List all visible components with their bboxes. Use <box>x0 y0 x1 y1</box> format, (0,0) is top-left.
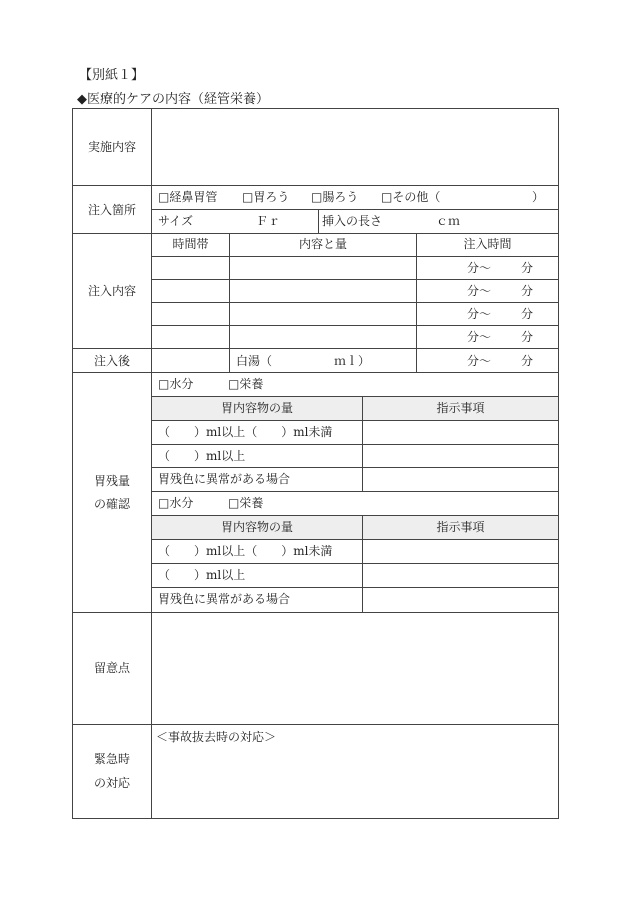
checkbox-nutrition-1[interactable]: □栄養 <box>228 377 264 391</box>
label-injection-site: 注入箇所 <box>87 203 136 217</box>
col-instructions-1: 指示事項 <box>436 401 485 415</box>
size-label: サイズ <box>158 214 194 228</box>
checkbox-nutrition-2[interactable]: □栄養 <box>228 496 264 510</box>
time-to-2: 分 <box>521 284 534 298</box>
table-border-right <box>558 108 559 819</box>
checkbox-water-1[interactable]: □水分 <box>158 377 194 391</box>
section-title: ◆医療的ケアの内容（経管栄養） <box>77 92 269 107</box>
table-border-top <box>72 108 559 109</box>
hot-water-ml-unit: ｍｌ） <box>334 354 371 368</box>
residual-abnormal-row-1: 胃残色に異常がある場合 <box>158 472 291 486</box>
checkbox-gastrostomy[interactable]: □胃ろう <box>242 190 290 204</box>
insertion-length-label: 挿入の長さ <box>322 214 383 228</box>
residual-abnormal-row-2: 胃残色に異常がある場合 <box>158 592 291 606</box>
time-from-2: 分～ <box>467 284 492 298</box>
label-injection-content: 注入内容 <box>87 284 136 298</box>
emergency-removal-note: ＜事故抜去時の対応＞ <box>156 730 277 744</box>
checkbox-other[interactable]: □その他（ <box>381 190 441 204</box>
label-emergency-line1: 緊急時 <box>93 752 130 766</box>
checkbox-water-2[interactable]: □水分 <box>158 496 194 510</box>
after-time-from: 分～ <box>467 354 492 368</box>
time-from-4: 分～ <box>467 330 492 344</box>
form-attachment-label: 【別紙１】 <box>79 68 145 83</box>
time-to-3: 分 <box>521 307 534 321</box>
other-close-paren: ） <box>532 190 545 204</box>
table-border-bottom <box>72 818 559 819</box>
label-residual-line1: 胃残量 <box>93 474 130 488</box>
label-emergency-line2: の対応 <box>93 776 130 790</box>
col-injection-time: 注入時間 <box>463 237 512 251</box>
insertion-length-unit: ｃｍ <box>436 214 461 228</box>
col-stomach-content-1: 胃内容物の量 <box>220 401 293 415</box>
size-unit: Ｆｒ <box>256 214 281 228</box>
time-to-1: 分 <box>521 261 534 275</box>
time-from-1: 分～ <box>467 261 492 275</box>
residual-over-row-2: （ ）ml以上 <box>158 568 246 582</box>
residual-range-row-1: （ ）ml以上（ ）ml未満 <box>158 425 333 439</box>
checkbox-nasogastric[interactable]: □経鼻胃管 <box>158 190 218 204</box>
label-after-injection: 注入後 <box>93 354 130 368</box>
label-notes: 留意点 <box>93 661 130 675</box>
col-instructions-2: 指示事項 <box>436 520 485 534</box>
residual-over-row-1: （ ）ml以上 <box>158 449 246 463</box>
residual-range-row-2: （ ）ml以上（ ）ml未満 <box>158 544 333 558</box>
hot-water-label: 白湯（ <box>236 354 273 368</box>
col-time-zone: 時間帯 <box>172 237 209 251</box>
col-content-amount: 内容と量 <box>298 237 347 251</box>
time-from-3: 分～ <box>467 307 492 321</box>
after-time-to: 分 <box>521 354 534 368</box>
label-column-divider <box>151 108 152 819</box>
checkbox-enterostomy[interactable]: □腸ろう <box>311 190 359 204</box>
label-implementation: 実施内容 <box>87 140 136 154</box>
label-residual-line2: の確認 <box>93 497 130 511</box>
time-to-4: 分 <box>521 330 534 344</box>
col-stomach-content-2: 胃内容物の量 <box>220 520 293 534</box>
